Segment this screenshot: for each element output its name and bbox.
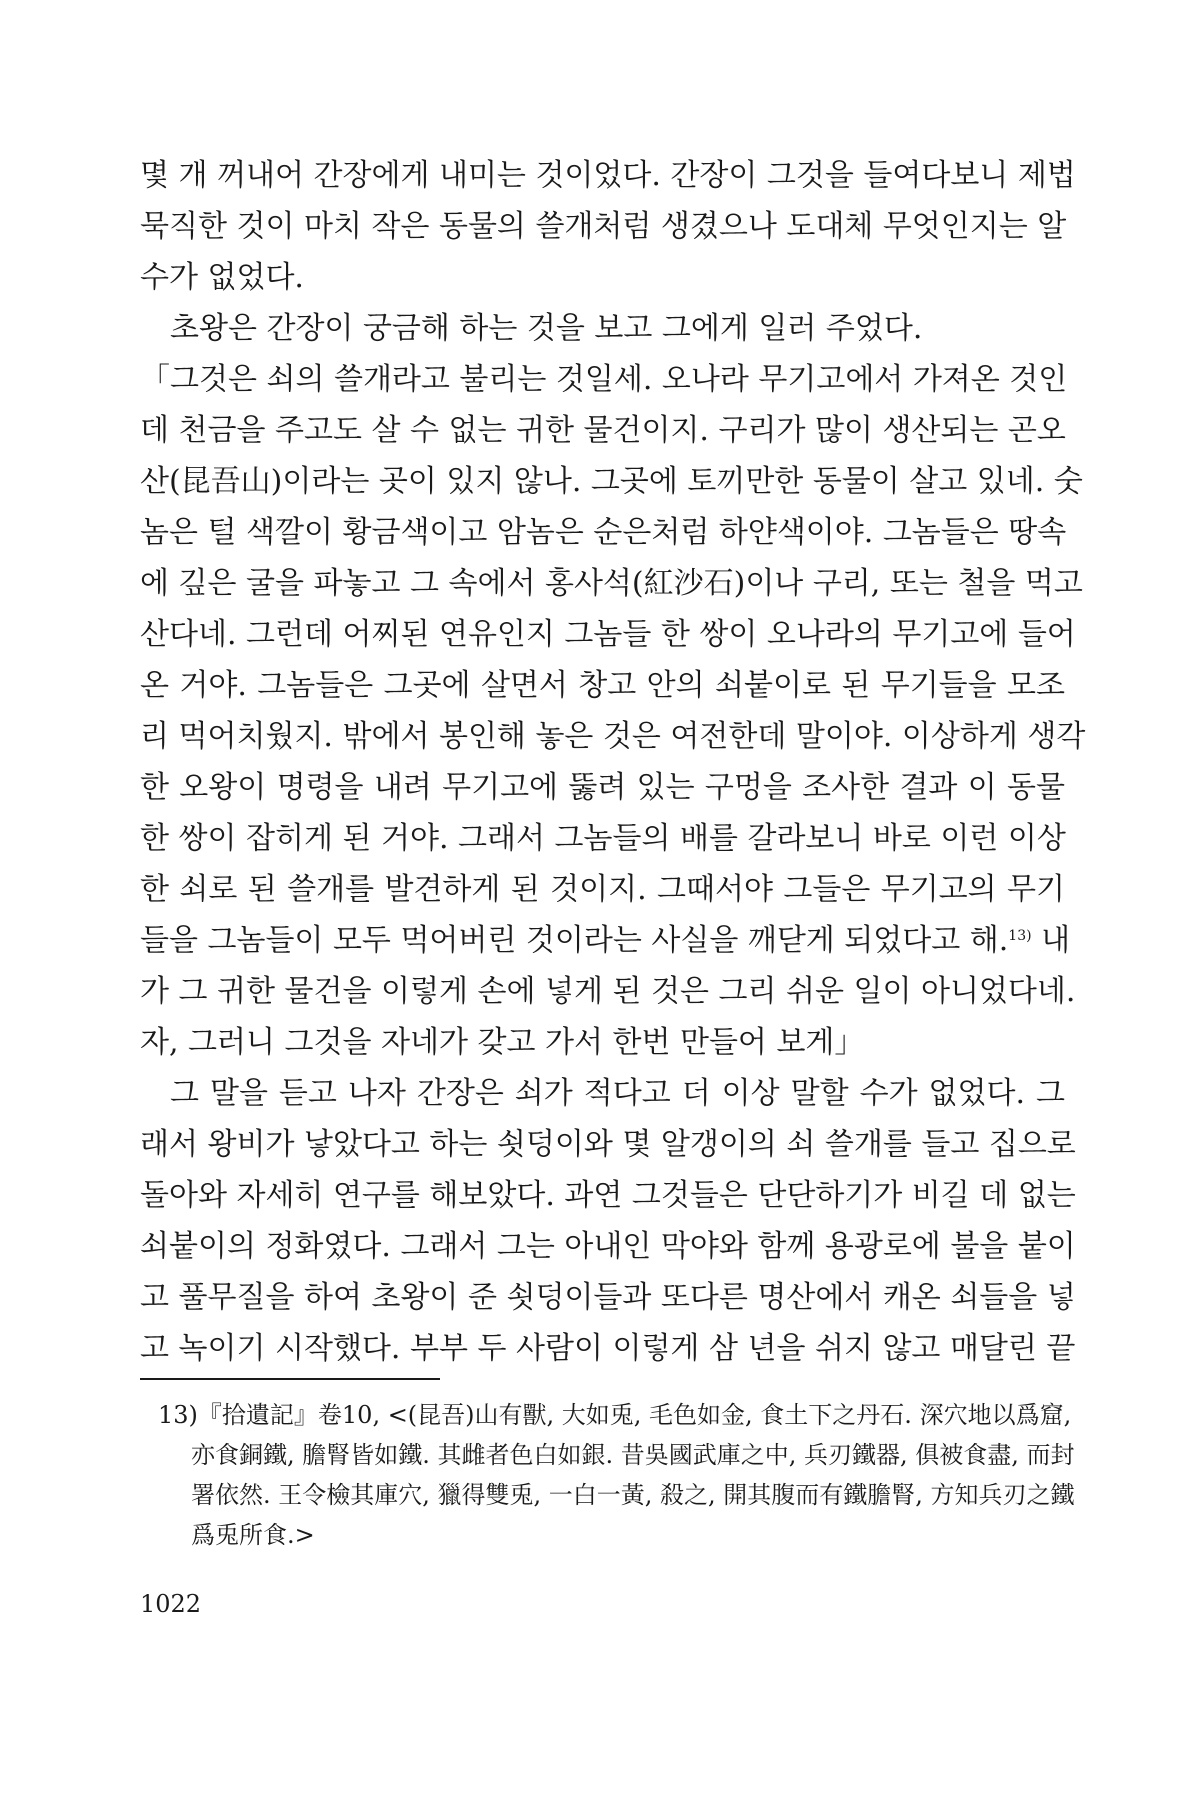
main-text xyxy=(140,150,1086,1374)
footnote xyxy=(158,1395,1075,1555)
footnote-divider xyxy=(140,1378,440,1380)
paragraph-2 xyxy=(140,303,1065,354)
footnote-line: 亦食銅鐵, 膽腎皆如鐵. 其雌者色白如銀. 昔吳國武庫之中, 兵刃鐵器, 俱被食盡, 而封 xyxy=(191,1441,1075,1469)
text-line: 한 오왕이 명령을 내려 무기고에 뚫려 있는 구멍을 조사한 결과 이 동물 xyxy=(140,770,1065,805)
text-line: 몇 개 꺼내어 간장에게 내미는 것이었다. 간장이 그것을 들여다보니 제법 xyxy=(140,158,1076,193)
text-line: 그 말을 듣고 나자 간장은 쇠가 적다고 더 이상 말할 수가 없었다. 그 xyxy=(170,1076,1065,1111)
text-line: 놈은 털 색깔이 황금색이고 암놈은 순은처럼 하얀색이야. 그놈들은 땅속 xyxy=(140,515,1067,550)
text-line: 리 먹어치웠지. 밖에서 봉인해 놓은 것은 여전한데 말이야. 이상하게 생각 xyxy=(140,719,1086,754)
text-line: 자, 그러니 그것을 자네가 갖고 가서 한번 만들어 보게」 xyxy=(140,1025,865,1060)
text-line: 묵직한 것이 마치 작은 동물의 쓸개처럼 생겼으나 도대체 무엇인지는 알 xyxy=(140,209,1067,244)
paragraph-1 xyxy=(140,150,1076,303)
text-line: 초왕은 간장이 궁금해 하는 것을 보고 그에게 일러 주었다. xyxy=(170,311,923,346)
paragraph-3 xyxy=(140,354,1086,1068)
text-line: 쇠붙이의 정화였다. 그래서 그는 아내인 막야와 함께 용광로에 불을 붙이 xyxy=(140,1229,1076,1264)
footnote-line: 爲兎所食.> xyxy=(191,1521,315,1549)
text-line: 산(昆吾山)이라는 곳이 있지 않나. 그곳에 토끼만한 동물이 살고 있네. 숫 xyxy=(140,464,1083,499)
text-line: 래서 왕비가 낳았다고 하는 쇳덩이와 몇 알갱이의 쇠 쓸개를 들고 집으로 xyxy=(140,1127,1076,1162)
text-line: 고 풀무질을 하여 초왕이 준 쇳덩이들과 또다른 명산에서 캐온 쇠들을 넣 xyxy=(140,1280,1076,1315)
text-line: 산다네. 그런데 어찌된 연유인지 그놈들 한 쌍이 오나라의 무기고에 들어 xyxy=(140,617,1076,652)
text-line: 수가 없었다. xyxy=(140,260,304,295)
text-line: 에 깊은 굴을 파놓고 그 속에서 홍사석(紅沙石)이나 구리, 또는 철을 먹고 xyxy=(140,566,1083,601)
text-line-with-footnote-ref xyxy=(140,915,1071,966)
text-line: 가 그 귀한 물건을 이렇게 손에 넣게 된 것은 그리 쉬운 일이 아니었다네. xyxy=(140,974,1076,1009)
text-segment: 내 xyxy=(1031,923,1071,958)
page-number: 1022 xyxy=(140,1590,202,1618)
text-line: 「그것은 쇠의 쓸개라고 불리는 것일세. 오나라 무기고에서 가져온 것인 xyxy=(140,362,1068,397)
footnote-ref: 13) xyxy=(1008,928,1032,944)
text-line: 고 녹이기 시작했다. 부부 두 사람이 이렇게 삼 년을 쉬지 않고 매달린 끝 xyxy=(140,1331,1076,1366)
text-line: 돌아와 자세히 연구를 해보았다. 과연 그것들은 단단하기가 비길 데 없는 xyxy=(140,1178,1076,1213)
text-line: 한 쌍이 잡히게 된 거야. 그래서 그놈들의 배를 갈라보니 바로 이런 이상 xyxy=(140,821,1066,856)
footnote-line: 13)『拾遺記』卷10, <(昆吾)山有獸, 大如兎, 毛色如金, 食土下之丹石. 深穴地以爲窟, xyxy=(158,1401,1072,1429)
text-line: 온 거야. 그놈들은 그곳에 살면서 창고 안의 쇠붙이로 된 무기들을 모조 xyxy=(140,668,1065,703)
text-line: 한 쇠로 된 쓸개를 발견하게 된 것이지. 그때서야 그들은 무기고의 무기 xyxy=(140,872,1065,907)
text-line: 데 천금을 주고도 살 수 없는 귀한 물건이지. 구리가 많이 생산되는 곤오 xyxy=(140,413,1066,448)
text-segment: 들을 그놈들이 모두 먹어버린 것이라는 사실을 깨닫게 되었다고 해. xyxy=(140,923,1009,958)
footnote-line: 署依然. 王令檢其庫穴, 獵得雙兎, 一白一黃, 殺之, 開其腹而有鐵膽腎, 方知兵刃之鐵 xyxy=(191,1481,1075,1509)
paragraph-4 xyxy=(140,1068,1076,1374)
